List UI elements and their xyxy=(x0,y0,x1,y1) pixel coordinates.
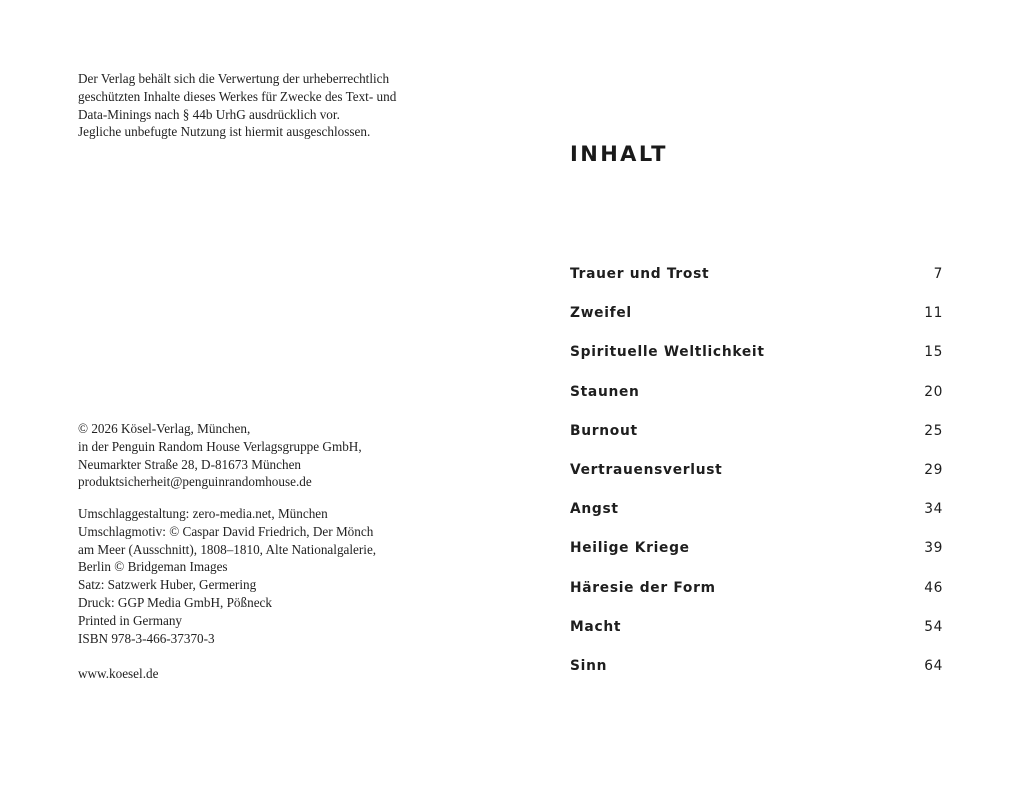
toc-page-number: 11 xyxy=(924,305,943,322)
notice-line: geschützten Inhalte dieses Werkes für Zwecke des Text- und xyxy=(78,88,397,104)
toc-entry xyxy=(570,540,943,579)
toc-chapter-title: Sinn xyxy=(570,657,608,674)
toc-chapter-title: Staunen xyxy=(570,383,640,400)
imprint-line: Neumarkter Straße 28, D-81673 München xyxy=(78,456,302,472)
toc-title: INHALT xyxy=(570,142,668,166)
notice-line: Jegliche unbefugte Nutzung ist hiermit ausgeschlossen. xyxy=(78,124,371,140)
notice-line: Der Verlag behält sich die Verwertung der urheberrechtlich xyxy=(78,71,390,86)
toc-chapter-title: Vertrauensverlust xyxy=(570,461,723,478)
toc-chapter-title: Zweifel xyxy=(570,305,632,322)
toc-page-number: 25 xyxy=(924,422,943,439)
toc-entry xyxy=(570,423,943,462)
toc-chapter-title: Angst xyxy=(570,501,619,518)
toc-chapter-title: Trauer und Trost xyxy=(570,266,710,282)
toc-entry xyxy=(570,501,943,540)
toc-entry xyxy=(570,344,943,383)
imprint-line: in der Penguin Random House Verlagsgruppe GmbH, xyxy=(78,438,362,454)
publisher-website xyxy=(78,665,158,683)
credits-line: Umschlagmotiv: © Caspar David Friedrich, Der Mönch xyxy=(78,523,374,539)
notice-line: Data-Minings nach § 44b UrhG ausdrücklich vor. xyxy=(78,106,340,122)
toc-page-number: 7 xyxy=(933,266,943,282)
publisher-imprint xyxy=(78,420,438,491)
credits-line: Printed in Germany xyxy=(78,612,183,628)
tdm-rights-notice xyxy=(78,70,438,141)
toc-chapter-title: Burnout xyxy=(570,422,638,439)
toc-entry xyxy=(570,658,943,697)
credits-line: Druck: GGP Media GmbH, Pößneck xyxy=(78,594,273,610)
imprint-line: © 2026 Kösel-Verlag, München, xyxy=(78,421,251,436)
toc-page-number: 15 xyxy=(924,344,943,361)
toc-page-number: 54 xyxy=(924,618,943,635)
table-of-contents xyxy=(570,266,943,697)
credits-line: Umschlaggestaltung: zero-media.net, München xyxy=(78,506,328,521)
toc-page-number: 64 xyxy=(924,657,943,674)
toc-entry xyxy=(570,266,943,305)
toc-chapter-title: Macht xyxy=(570,618,622,635)
imprint-email: produktsicherheit@penguinrandomhouse.de xyxy=(78,474,312,490)
isbn-line: ISBN 978-3-466-37370-3 xyxy=(78,630,215,646)
toc-entry xyxy=(570,462,943,501)
toc-entry xyxy=(570,619,943,658)
toc-page-number: 39 xyxy=(924,540,943,557)
toc-page-number: 20 xyxy=(924,383,943,400)
credits-line: Satz: Satzwerk Huber, Germering xyxy=(78,577,257,593)
toc-page-number: 46 xyxy=(924,579,943,596)
toc-page-number: 34 xyxy=(924,501,943,518)
toc-page-number: 29 xyxy=(924,461,943,478)
credits-line: am Meer (Ausschnitt), 1808–1810, Alte Nationalgalerie, xyxy=(78,541,377,557)
toc-chapter-title: Häresie der Form xyxy=(570,579,716,596)
toc-chapter-title: Spirituelle Weltlichkeit xyxy=(570,344,765,361)
toc-chapter-title: Heilige Kriege xyxy=(570,540,690,557)
toc-entry xyxy=(570,384,943,423)
toc-entry xyxy=(570,305,943,344)
credits-line: Berlin © Bridgeman Images xyxy=(78,559,228,575)
website-link: www.koesel.de xyxy=(78,666,159,681)
toc-entry xyxy=(570,580,943,619)
production-credits xyxy=(78,505,438,647)
